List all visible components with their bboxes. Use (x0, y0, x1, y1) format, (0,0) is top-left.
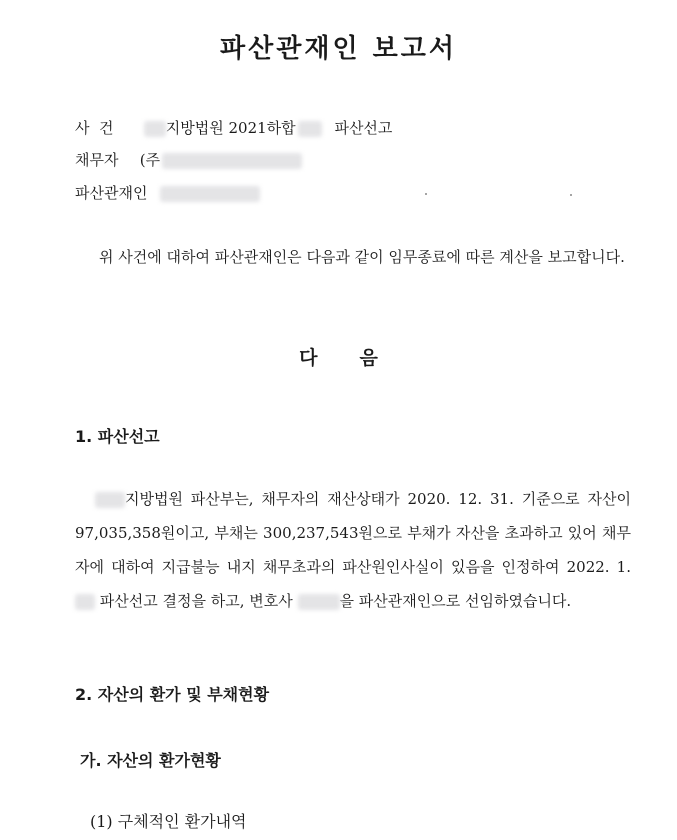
scan-speck (570, 194, 572, 196)
case-court-number: 지방법원 2021하합 (165, 119, 296, 137)
center-heading-right: 음 (359, 347, 378, 369)
section2-heading: 2. 자산의 환가 및 부채현황 (75, 685, 270, 704)
trustee-row (75, 182, 260, 204)
section2-subheading: 가. 자산의 환가현황 (80, 751, 221, 770)
intro-paragraph: 위 사건에 대하여 파산관재인은 다음과 같이 임무종료에 따른 계산을 보고합니다. (99, 248, 625, 266)
case-type: 파산선고 (334, 119, 393, 137)
redacted-debtor-name (162, 153, 302, 169)
redacted-case-number (298, 121, 322, 137)
trustee-label: 파산관재인 (75, 184, 148, 202)
center-heading (0, 343, 677, 370)
scan-speck (425, 193, 427, 195)
debtor-row (75, 149, 302, 171)
section1-body-part2: 파산선고 결정을 하고, 변호사 (99, 592, 293, 610)
redacted-date (75, 594, 95, 610)
redacted-lawyer-name (298, 594, 340, 610)
section1-body-part3: 을 파산관재인으로 선임하였습니다. (339, 592, 572, 610)
debtor-prefix: (주 (139, 151, 161, 169)
case-label: 사 건 (75, 119, 114, 137)
redacted-court-name (95, 492, 125, 508)
case-row (75, 117, 392, 139)
center-heading-left: 다 (299, 347, 318, 369)
section1-body (75, 482, 631, 618)
section1-heading: 1. 파산선고 (75, 427, 160, 446)
section1-body-part1: 지방법원 파산부는, 채무자의 재산상태가 2020. 12. 31. 기준으로 자산이 97,035,358원이고, 부채는 300,237,543원으로 부채가 자산을 초과하고 있어 채무자에 대하여 지급불능 내지 채무초과의 파산원인사실이 있음을 인정하여 2022. 1. (75, 490, 631, 576)
redacted-trustee-name (160, 186, 260, 202)
document-title: 파산관재인 보고서 (220, 34, 457, 64)
section2-item: (1) 구체적인 환가내역 (90, 812, 247, 831)
redacted-court-name (144, 121, 166, 137)
debtor-label: 채무자 (75, 151, 119, 169)
